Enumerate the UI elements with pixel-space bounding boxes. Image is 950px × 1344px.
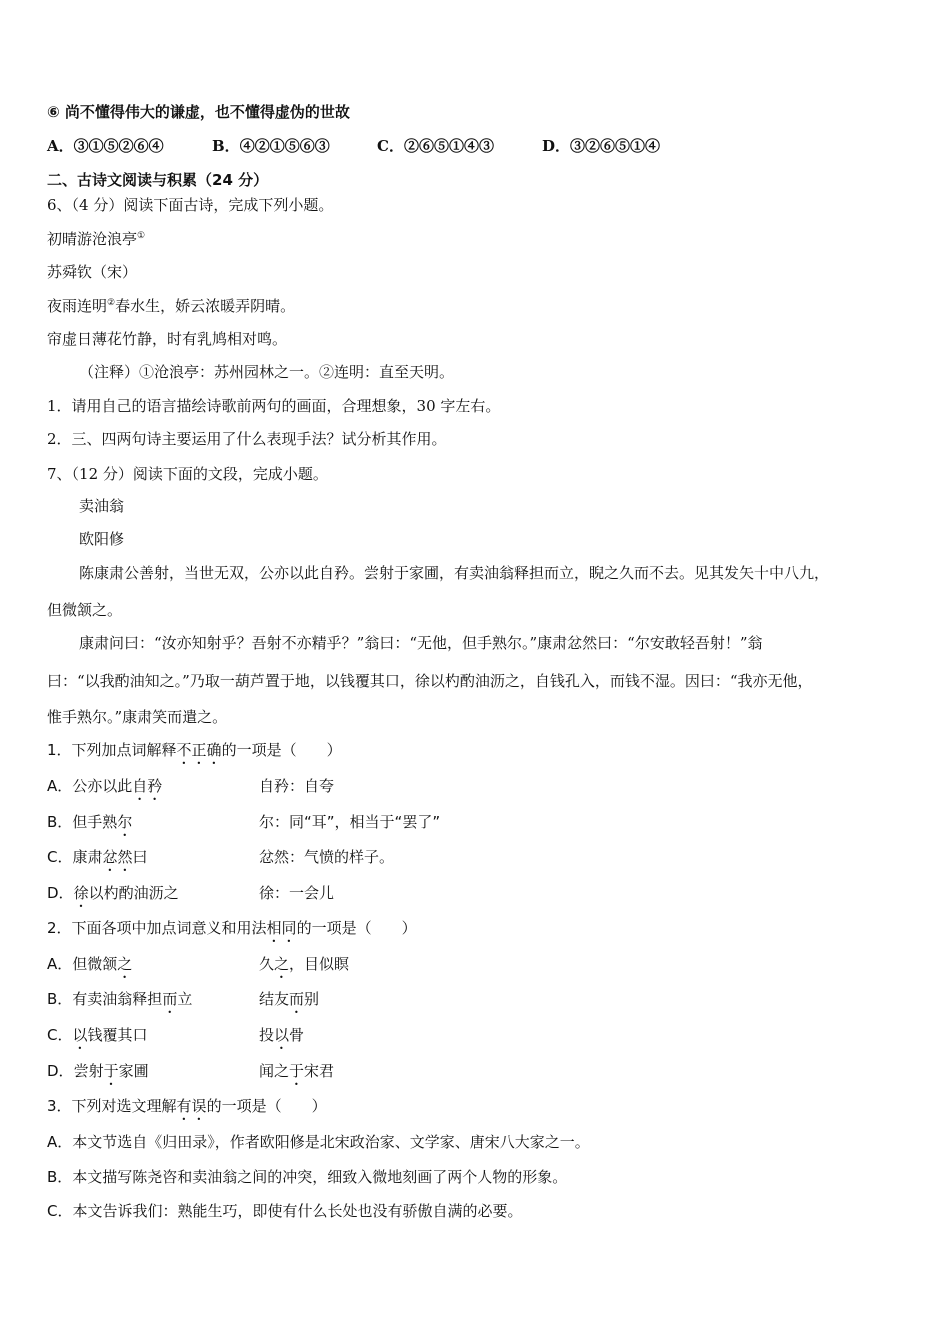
q7-sub1-option-c-explanation: 忿然：气愤的样子。 <box>259 848 395 866</box>
option-text: 钱覆其口 <box>87 1026 148 1044</box>
option-text: 尝射 <box>73 1062 104 1080</box>
stem-part: 的一项是（ ） <box>206 1097 327 1115</box>
dotted-word: 于 <box>289 1062 305 1080</box>
compare-text: 投 <box>259 1026 275 1044</box>
poem-title <box>47 229 145 249</box>
dotted-word: 之 <box>274 955 290 973</box>
dotted-word: 以 <box>274 1026 290 1044</box>
q7-sub1-option-b <box>47 812 132 840</box>
q7-sub3-option-a <box>47 1132 590 1152</box>
q7-sub1-option-d <box>47 883 179 911</box>
option-text: 本文描写陈尧咨和卖油翁之间的冲突，细致入微地刻画了两个人物的形象。 <box>72 1168 568 1186</box>
q7-sub1-option-c <box>47 847 148 875</box>
option-text: 本文告诉我们：熟能生巧，即使有什么长处也没有骄傲自满的必要。 <box>72 1202 523 1220</box>
q7-sub3-stem <box>47 1096 327 1124</box>
option-letter: A． <box>47 137 74 155</box>
option-text: 曰 <box>132 848 148 866</box>
compare-text: 闻之 <box>259 1062 290 1080</box>
option-letter: B． <box>212 137 240 155</box>
q7-sub1-option-a <box>47 776 162 804</box>
q7-sub2-option-b <box>47 989 192 1017</box>
footnote-marker: ② <box>107 298 116 308</box>
poem-line-1a: 夜雨连明 <box>47 297 108 315</box>
q7-sub2-option-d-compare <box>259 1061 334 1089</box>
compare-text: 久 <box>259 955 275 973</box>
passage-para-1-line-1: 陈康肃公善射，当世无双，公亦以此自矜。尝射于家圃，有卖油翁释担而立，睨之久而不去。见其发矢十中八九， <box>79 564 830 582</box>
dotted-word: 而 <box>289 990 305 1008</box>
compare-text: 别 <box>304 990 320 1008</box>
compare-text: 宋君 <box>304 1062 335 1080</box>
poem-poet: 苏舜钦（宋） <box>47 263 138 281</box>
poem-line-1 <box>47 296 295 316</box>
dotted-word: 徐 <box>73 884 89 902</box>
passage-para-2-line-1: 康肃问曰：“汝亦知射乎？吾射不亦精乎？”翁曰：“无他，但手熟尔。”康肃忿然曰：“尔安敢轻吾射！”翁 <box>79 634 763 652</box>
q7-sub2-option-c <box>47 1025 148 1053</box>
compare-text: 结友 <box>259 990 290 1008</box>
option-text: 公亦以此 <box>72 777 133 795</box>
poem-notes: （注释）①沧浪亭：苏州园林之一。②连明：直至天明。 <box>79 363 455 381</box>
option-letter: A． <box>47 955 73 973</box>
dotted-word: 于 <box>103 1062 119 1080</box>
q7-sub1-stem <box>47 740 342 768</box>
q7-sub1-option-a-explanation: 自矜：自夸 <box>259 777 335 795</box>
stem-part: 的一项是（ ） <box>296 919 417 937</box>
option-text: ②⑥⑤①④③ <box>403 137 494 155</box>
option-letter: A． <box>47 777 73 795</box>
section-2-title: 二、古诗文阅读与积累（24 分） <box>47 171 269 189</box>
option-text: ④②①⑤⑥③ <box>239 137 330 155</box>
option-text: 但微颔 <box>72 955 118 973</box>
passage-para-2-line-2: 曰：“以我酌油知之。”乃取一葫芦置于地，以钱覆其口，徐以杓酌油沥之，自钱孔入，而钱不湿。因曰：“我亦无他， <box>47 672 813 690</box>
q6-sub-2: 2．三、四两句诗主要运用了什么表现手法？试分析其作用。 <box>47 430 447 448</box>
dotted-word: 忿然 <box>102 848 133 866</box>
poem-title-text: 初晴游沧浪亭 <box>47 230 138 248</box>
q7-sub2-option-c-compare <box>259 1025 304 1053</box>
poem-line-2: 帘虚日薄花竹静，时有乳鸠相对鸣。 <box>47 330 288 348</box>
q7-sub1-option-d-explanation: 徐：一会儿 <box>259 884 335 902</box>
option-text: ③①⑤②⑥④ <box>73 137 164 155</box>
dotted-word: 之 <box>117 955 133 973</box>
passage-para-1-line-2: 但微颔之。 <box>47 601 123 619</box>
option-letter: D． <box>47 1062 74 1080</box>
option-text: 以杓酌油沥之 <box>88 884 179 902</box>
q6-sub-1: 1．请用自己的语言描绘诗歌前两句的画面，合理想象，30 字左右。 <box>47 397 501 415</box>
text-title: 卖油翁 <box>79 497 125 515</box>
q7-sub1-option-b-explanation: 尔：同“耳”，相当于“罢了” <box>259 813 441 831</box>
option-text: 本文节选自《归田录》，作者欧阳修是北宋政治家、文学家、唐宋八大家之一。 <box>72 1133 590 1151</box>
dotted-word: 尔 <box>117 813 133 831</box>
q7-sub2-option-b-compare <box>259 989 319 1017</box>
option-text: ③②⑥⑤①④ <box>570 137 661 155</box>
footnote-marker: ① <box>137 231 146 241</box>
option-text: 但手熟 <box>72 813 118 831</box>
option-text: 立 <box>177 990 193 1008</box>
q5-option-b <box>212 136 330 156</box>
stem-part: 1．下列加点词解释 <box>47 741 177 759</box>
option-letter: C． <box>47 1026 73 1044</box>
stem-part: 的一项是（ ） <box>221 741 342 759</box>
dotted-word: 自矜 <box>132 777 163 795</box>
option-letter: A． <box>47 1133 73 1151</box>
option-letter: B． <box>47 990 73 1008</box>
ordering-item-6: ⑥ 尚不懂得伟大的谦虚，也不懂得虚伪的世故 <box>47 103 350 121</box>
compare-text: ，目似瞑 <box>289 955 350 973</box>
q7-sub2-option-d <box>47 1061 149 1089</box>
option-text: 家圃 <box>118 1062 149 1080</box>
q7-sub3-option-c <box>47 1201 523 1221</box>
q7-sub3-option-b <box>47 1167 567 1187</box>
dotted-word: 而 <box>162 990 178 1008</box>
text-author: 欧阳修 <box>79 530 125 548</box>
stem-emphasis: 不正确 <box>176 741 222 759</box>
q5-option-d <box>542 136 660 156</box>
q5-option-a <box>47 136 164 156</box>
q7-stem: 7、（12 分）阅读下面的文段，完成小题。 <box>47 465 328 483</box>
stem-part: 2．下面各项中加点词意义和用法 <box>47 919 267 937</box>
q6-stem: 6、（4 分）阅读下面古诗，完成下列小题。 <box>47 196 334 214</box>
q7-sub2-option-a-compare <box>259 954 349 982</box>
option-letter: C． <box>47 1202 73 1220</box>
stem-emphasis: 有误 <box>176 1097 207 1115</box>
dotted-word: 以 <box>72 1026 88 1044</box>
option-letter: C． <box>377 137 404 155</box>
q7-sub2-option-a <box>47 954 132 982</box>
option-letter: D． <box>542 137 571 155</box>
q5-option-c <box>377 136 494 156</box>
poem-line-1b: 春水生，娇云浓暖弄阴晴。 <box>115 297 296 315</box>
compare-text: 骨 <box>289 1026 305 1044</box>
option-letter: B． <box>47 1168 73 1186</box>
option-letter: C． <box>47 848 73 866</box>
option-text: 康肃 <box>72 848 103 866</box>
option-text: 有卖油翁释担 <box>72 990 163 1008</box>
q7-sub2-stem <box>47 918 417 946</box>
stem-part: 3．下列对选文理解 <box>47 1097 177 1115</box>
option-letter: D． <box>47 884 74 902</box>
option-letter: B． <box>47 813 73 831</box>
stem-emphasis: 相同 <box>266 919 297 937</box>
passage-para-2-line-3: 惟手熟尔。”康肃笑而遣之。 <box>47 708 228 726</box>
